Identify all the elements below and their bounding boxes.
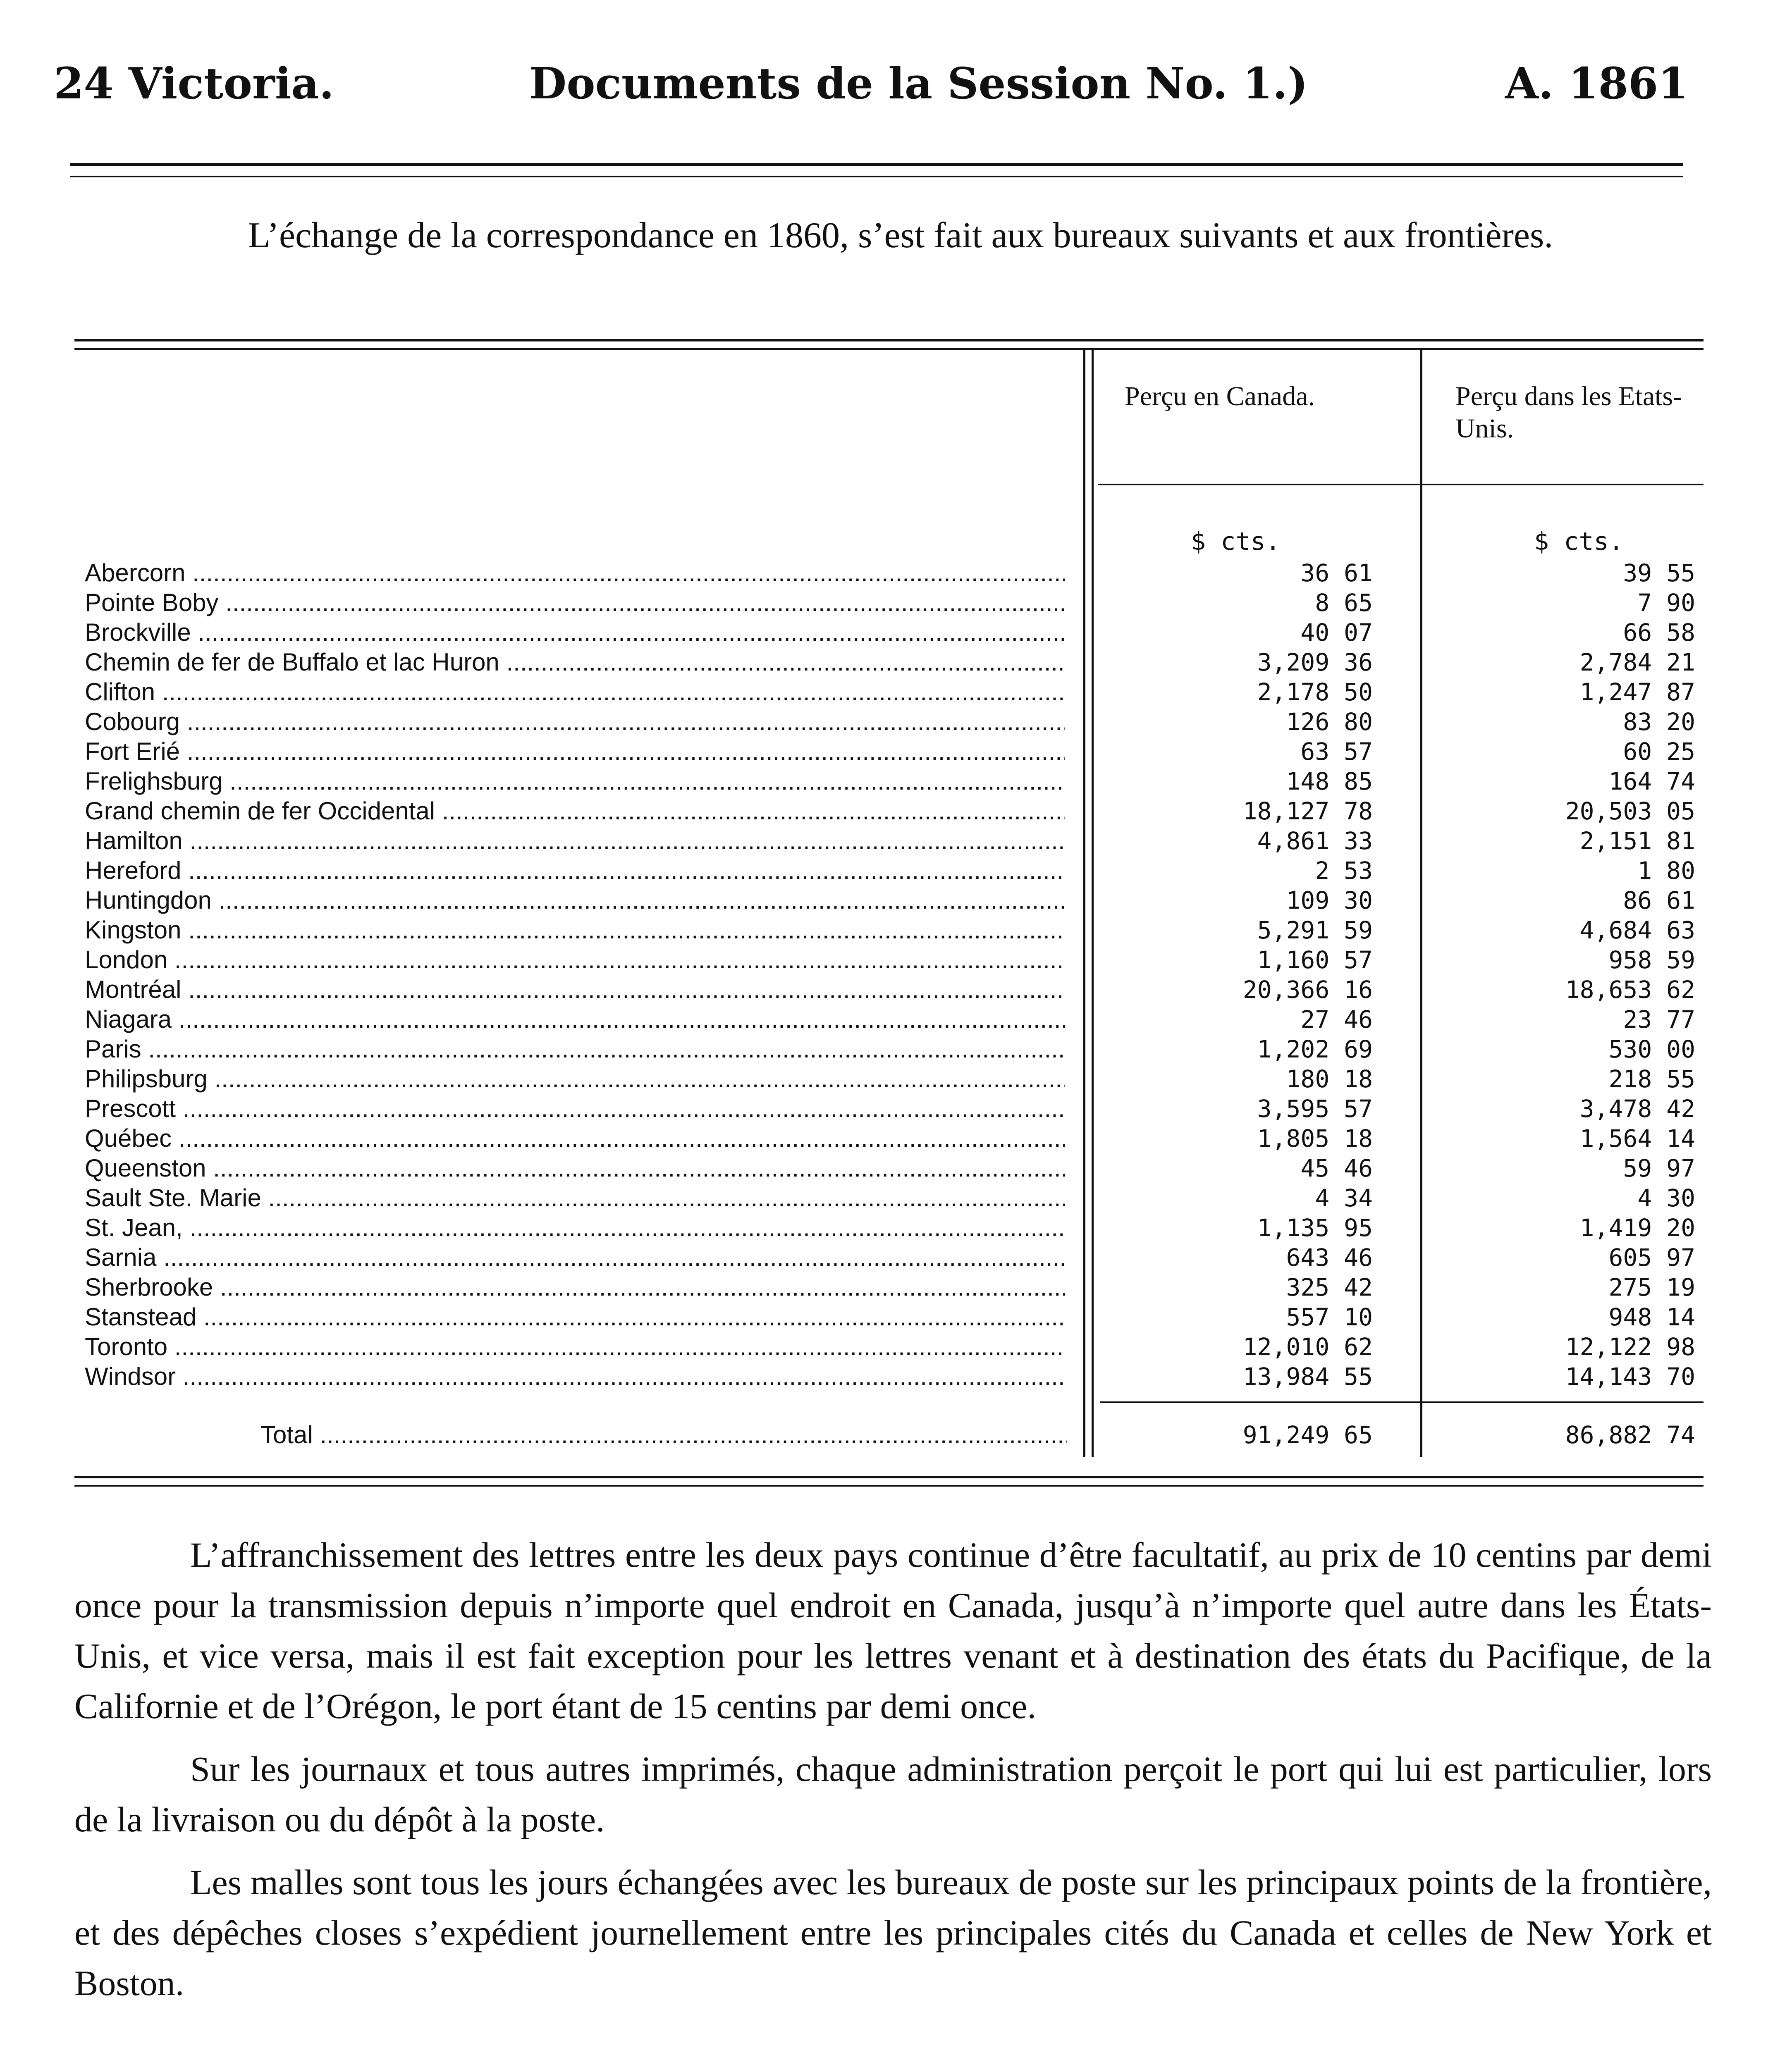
column-header-canada: Perçu en Canada. <box>1125 381 1315 411</box>
table-row <box>74 1124 1704 1153</box>
amount-us: 20,503 05 <box>1565 797 1695 825</box>
amount-canada: 20,366 16 <box>1242 976 1373 1004</box>
header-center: Documents de la Session No. 1.) <box>529 58 1308 109</box>
table-row <box>74 558 1704 588</box>
table-row <box>74 707 1704 737</box>
amount-us: 18,653 62 <box>1565 976 1695 1004</box>
office-name: Windsor ..... <box>85 1362 1065 1392</box>
amount-canada: 2 53 <box>1315 857 1373 885</box>
office-name: St. Jean, ..... <box>85 1213 1065 1243</box>
table-rule-top-1 <box>74 339 1704 341</box>
amount-us: 86 61 <box>1623 886 1695 914</box>
total-canada: 91,249 65 <box>1242 1421 1373 1449</box>
amount-us: 23 77 <box>1623 1005 1695 1034</box>
paragraph-malles: Les malles sont tous les jours échangées avec les bureaux de poste sur les principaux points de la frontière, et des dépêches closes s’expédient journellement entre les principales cités du Canada et celles de New York et Boston. <box>74 1862 1712 2003</box>
header-rule-top <box>70 163 1683 166</box>
amount-us: 218 55 <box>1608 1065 1695 1093</box>
office-name: Hamilton ..... <box>85 826 1065 856</box>
amount-canada: 36 61 <box>1300 559 1373 587</box>
postage-paragraphs <box>74 1530 1712 2021</box>
office-name: Sherbrooke ..... <box>85 1272 1065 1302</box>
amount-us: 83 20 <box>1623 708 1695 736</box>
office-name: Kingston ..... <box>85 915 1065 945</box>
table-row <box>74 1213 1704 1243</box>
amount-us: 1,247 87 <box>1579 678 1695 706</box>
paragraph-journaux: Sur les journaux et tous autres imprimés, chaque administration perçoit le port qui lui est particulier, lors de la livraison ou du dépôt à la poste. <box>74 1749 1712 1839</box>
office-name: Stanstead ..... <box>85 1302 1065 1332</box>
amount-canada: 1,135 95 <box>1257 1214 1373 1242</box>
amount-canada: 325 42 <box>1286 1273 1373 1301</box>
amount-us: 958 59 <box>1608 946 1695 974</box>
office-name: Toronto ..... <box>85 1332 1065 1362</box>
office-name: Frelighsburg ..... <box>85 766 1065 796</box>
amount-us: 1,564 14 <box>1579 1124 1695 1153</box>
amount-canada: 643 46 <box>1286 1244 1373 1272</box>
table-row <box>74 1094 1704 1124</box>
office-name: Sarnia ..... <box>85 1243 1065 1272</box>
amount-canada: 126 80 <box>1286 708 1373 736</box>
office-name: Pointe Boby ..... <box>85 588 1065 618</box>
header-left: 24 Victoria. <box>54 58 334 109</box>
amount-canada: 148 85 <box>1286 767 1373 795</box>
amount-canada: 40 07 <box>1300 618 1373 647</box>
office-name: Clifton ..... <box>85 677 1065 707</box>
amount-us: 2,151 81 <box>1579 827 1695 855</box>
table-row <box>74 886 1704 915</box>
office-name: London ..... <box>85 945 1065 975</box>
intro-paragraph <box>74 213 1687 258</box>
amount-canada: 4 34 <box>1315 1184 1373 1212</box>
amount-us: 60 25 <box>1623 738 1695 766</box>
unit-label-us: $ cts. <box>1534 527 1624 556</box>
amount-canada: 18,127 78 <box>1242 797 1373 825</box>
column-header-rule <box>1098 484 1704 485</box>
amount-canada: 557 10 <box>1286 1303 1373 1331</box>
amount-us: 66 58 <box>1623 618 1695 647</box>
amount-us: 12,122 98 <box>1565 1333 1695 1361</box>
table-row <box>74 1302 1704 1332</box>
table-row <box>74 945 1704 975</box>
office-name: Queenston ..... <box>85 1153 1065 1183</box>
amount-canada: 8 65 <box>1315 589 1373 617</box>
table-row <box>74 1034 1704 1064</box>
amount-canada: 180 18 <box>1286 1065 1373 1093</box>
table-row <box>74 1243 1704 1272</box>
amount-canada: 4,861 33 <box>1257 827 1373 855</box>
table-row <box>74 588 1704 618</box>
amount-canada: 109 30 <box>1286 886 1373 914</box>
amount-us: 4 30 <box>1637 1184 1695 1212</box>
table-row <box>74 1362 1704 1392</box>
amount-canada: 63 57 <box>1300 738 1373 766</box>
office-name: Montréal ..... <box>85 975 1065 1005</box>
table-row <box>74 826 1704 856</box>
amount-us: 605 97 <box>1608 1244 1695 1272</box>
office-name: Cobourg ..... <box>85 707 1065 737</box>
office-name: Philipsburg ..... <box>85 1064 1065 1094</box>
table-row <box>74 647 1704 677</box>
amount-us: 4,684 63 <box>1579 916 1695 944</box>
amount-us: 275 19 <box>1608 1273 1695 1301</box>
amount-us: 7 90 <box>1637 589 1695 617</box>
table-row <box>74 856 1704 886</box>
amount-canada: 13,984 55 <box>1242 1363 1373 1391</box>
amount-canada: 12,010 62 <box>1242 1333 1373 1361</box>
table-row <box>74 1183 1704 1213</box>
table-rule-bottom-1 <box>74 1476 1704 1478</box>
amount-us: 2,784 21 <box>1579 648 1695 676</box>
table-rule-bottom-2 <box>74 1485 1704 1487</box>
intro-text: L’échange de la correspondance en 1860, s’est fait aux bureaux suivants et aux frontières. <box>248 215 1553 255</box>
amount-us: 1 80 <box>1637 857 1695 885</box>
table-row <box>74 1005 1704 1034</box>
table-row <box>74 975 1704 1005</box>
amount-us: 1,419 20 <box>1579 1214 1695 1242</box>
office-name: Hereford ..... <box>85 856 1065 886</box>
amount-us: 164 74 <box>1608 767 1695 795</box>
amount-us: 948 14 <box>1608 1303 1695 1331</box>
unit-label-canada: $ cts. <box>1191 527 1281 556</box>
table-row <box>74 737 1704 766</box>
table-rule-top-2 <box>74 348 1704 350</box>
office-name: Prescott ..... <box>85 1094 1065 1124</box>
amount-canada: 5,291 59 <box>1257 916 1373 944</box>
table-row <box>74 1272 1704 1302</box>
paragraph-affranchissement: L’affranchissement des lettres entre les deux pays continue d’être facultatif, au prix de 10 centins par demi once pour la transmission depuis n’importe quel endroit en Canada, jusqu’à n’importe quel autre dans les États-Unis, et vice versa, mais il est fait exception pour les lettres venant et à destination des états du Pacifique, de la Californie et de l’Orégon, le port étant de 15 centins par demi once. <box>74 1535 1712 1726</box>
amount-us: 39 55 <box>1623 559 1695 587</box>
office-name: Chemin de fer de Buffalo et lac Huron ..... <box>85 647 1065 677</box>
correspondence-table <box>74 339 1704 1488</box>
office-name: Huntingdon ..... <box>85 886 1065 915</box>
office-name: Brockville ..... <box>85 618 1065 647</box>
total-row <box>74 1420 1704 1450</box>
table-row <box>74 1332 1704 1362</box>
table-row <box>74 915 1704 945</box>
office-name: Sault Ste. Marie ..... <box>85 1183 1065 1213</box>
amount-canada: 2,178 50 <box>1257 678 1373 706</box>
table-row <box>74 618 1704 647</box>
office-name: Paris ..... <box>85 1034 1065 1064</box>
amount-canada: 1,202 69 <box>1257 1035 1373 1063</box>
table-row <box>74 796 1704 826</box>
total-us: 86,882 74 <box>1565 1421 1695 1449</box>
table-row <box>74 677 1704 707</box>
amount-canada: 3,595 57 <box>1257 1095 1373 1123</box>
table-row <box>74 1153 1704 1183</box>
amount-canada: 3,209 36 <box>1257 648 1373 676</box>
header-right: A. 1861 <box>1505 58 1688 109</box>
amount-us: 59 97 <box>1623 1154 1695 1182</box>
table-row <box>74 766 1704 796</box>
amount-canada: 27 46 <box>1300 1005 1373 1034</box>
total-rule <box>1100 1401 1704 1403</box>
header-rule-bottom <box>70 176 1683 177</box>
amount-canada: 1,805 18 <box>1257 1124 1373 1153</box>
amount-us: 3,478 42 <box>1579 1095 1695 1123</box>
amount-us: 14,143 70 <box>1565 1363 1695 1391</box>
office-name: Abercorn ..... <box>85 558 1065 588</box>
amount-canada: 45 46 <box>1300 1154 1373 1182</box>
office-name: Québec ..... <box>85 1124 1065 1153</box>
total-label: Total ..... <box>260 1420 1067 1450</box>
amount-us: 530 00 <box>1608 1035 1695 1063</box>
office-name: Grand chemin de fer Occidental ..... <box>85 796 1065 826</box>
office-name: Niagara ..... <box>85 1005 1065 1034</box>
amount-canada: 1,160 57 <box>1257 946 1373 974</box>
column-header-us: Perçu dans les Etats-Unis. <box>1455 381 1682 444</box>
table-row <box>74 1064 1704 1094</box>
office-name: Fort Erié ..... <box>85 737 1065 766</box>
